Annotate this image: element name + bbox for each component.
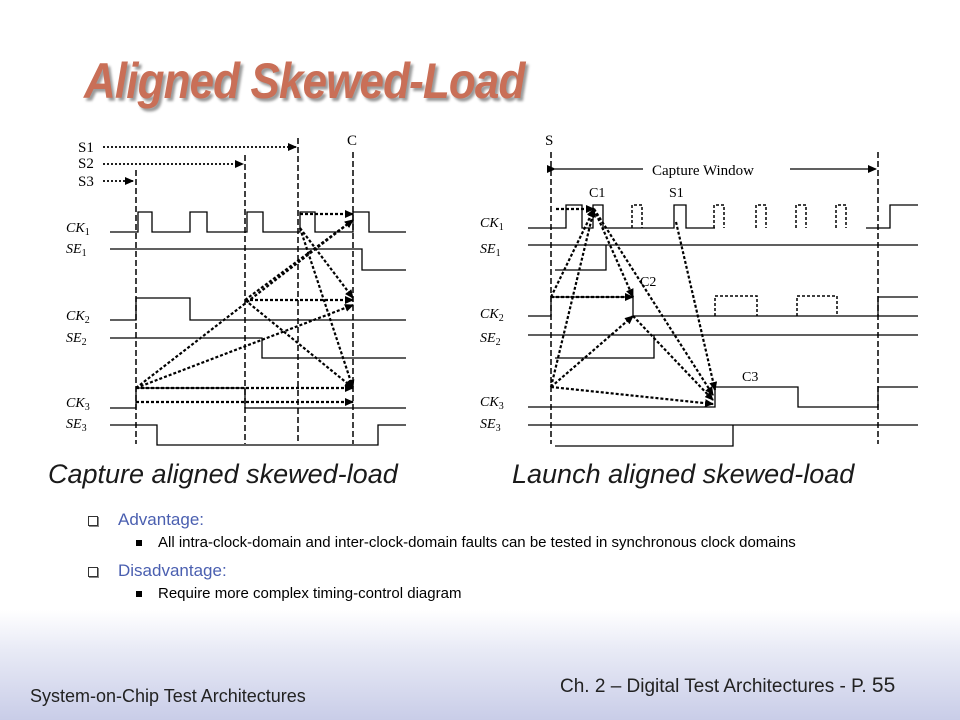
left-wave-se3 xyxy=(110,425,406,445)
bullet-advantage: Advantage: xyxy=(88,508,908,532)
right-label-c2: C2 xyxy=(640,275,657,290)
bullet-disadvantage: Disadvantage: xyxy=(88,559,908,583)
left-wave-ck3 xyxy=(110,388,406,408)
right-wave-se2-b xyxy=(555,335,654,358)
right-sig-ck1: $CK_1$ xyxy=(480,216,504,233)
right-sig-se1: $SE_1$ xyxy=(480,242,501,259)
right-dashed-pulses xyxy=(632,205,846,316)
square-bullet-icon xyxy=(136,540,142,546)
right-wave-ck2 xyxy=(528,297,918,316)
capture-window-span xyxy=(555,163,876,179)
left-sig-se2: $SE_2$ xyxy=(66,331,87,348)
left-timing-diagram xyxy=(66,133,406,445)
footer-course-title: System-on-Chip Test Architectures xyxy=(30,686,306,706)
caption-launch-aligned: Launch aligned skewed-load xyxy=(512,459,855,489)
right-timing-diagram xyxy=(480,133,918,446)
left-wave-ck2 xyxy=(110,298,406,320)
bullet-disadvantage-item: Require more complex timing-control diagram xyxy=(88,586,908,602)
right-label-c3: C3 xyxy=(742,370,759,385)
left-wave-se1 xyxy=(110,249,406,270)
bullet-advantage-item: All intra-clock-domain and inter-clock-domain faults can be tested in synchronous clock domains xyxy=(88,535,908,551)
capture-window-label: Capture Window xyxy=(652,163,755,179)
right-wave-se1-b xyxy=(555,245,606,270)
right-sig-ck3: $CK_3$ xyxy=(480,395,504,412)
bullet-list xyxy=(88,508,908,610)
left-sig-ck3: $CK_3$ xyxy=(66,396,90,413)
right-wave-se3-b xyxy=(555,425,733,446)
right-label-c1: C1 xyxy=(589,186,606,201)
left-label-s1: S1 xyxy=(78,140,94,156)
right-sig-se2: $SE_2$ xyxy=(480,331,501,348)
right-wave-ck2-b xyxy=(878,297,918,316)
right-label-s1: S1 xyxy=(669,186,684,201)
hollow-square-bullet-icon xyxy=(88,567,98,577)
left-label-c: C xyxy=(347,133,358,149)
right-sig-ck2: $CK_2$ xyxy=(480,307,504,324)
slide-title: Aligned Skewed-Load xyxy=(84,53,525,109)
footer-page-number: 55 xyxy=(871,674,896,697)
left-marker-arrows xyxy=(103,147,296,181)
caption-capture-aligned: Capture aligned skewed-load xyxy=(48,459,398,489)
footer-chapter-page xyxy=(560,674,895,698)
hollow-square-bullet-icon xyxy=(88,516,98,526)
footer-chapter: Ch. 2 – Digital Test Architectures - P. xyxy=(560,676,867,697)
left-sig-ck1: $CK_1$ xyxy=(66,221,90,238)
right-sig-se3: $SE_3$ xyxy=(480,417,501,434)
left-label-s3: S3 xyxy=(78,174,94,190)
left-sig-se3: $SE_3$ xyxy=(66,417,87,434)
left-signal-labels xyxy=(66,221,90,434)
right-wave-ck1-b xyxy=(866,205,918,228)
right-label-s: S xyxy=(545,133,554,149)
square-bullet-icon xyxy=(136,591,142,597)
left-sig-ck2: $CK_2$ xyxy=(66,309,90,326)
left-wave-ck1 xyxy=(110,212,406,232)
left-label-s2: S2 xyxy=(78,156,94,172)
left-sig-se1: $SE_1$ xyxy=(66,242,87,259)
right-signal-labels xyxy=(480,216,504,434)
left-waveforms xyxy=(110,212,406,445)
